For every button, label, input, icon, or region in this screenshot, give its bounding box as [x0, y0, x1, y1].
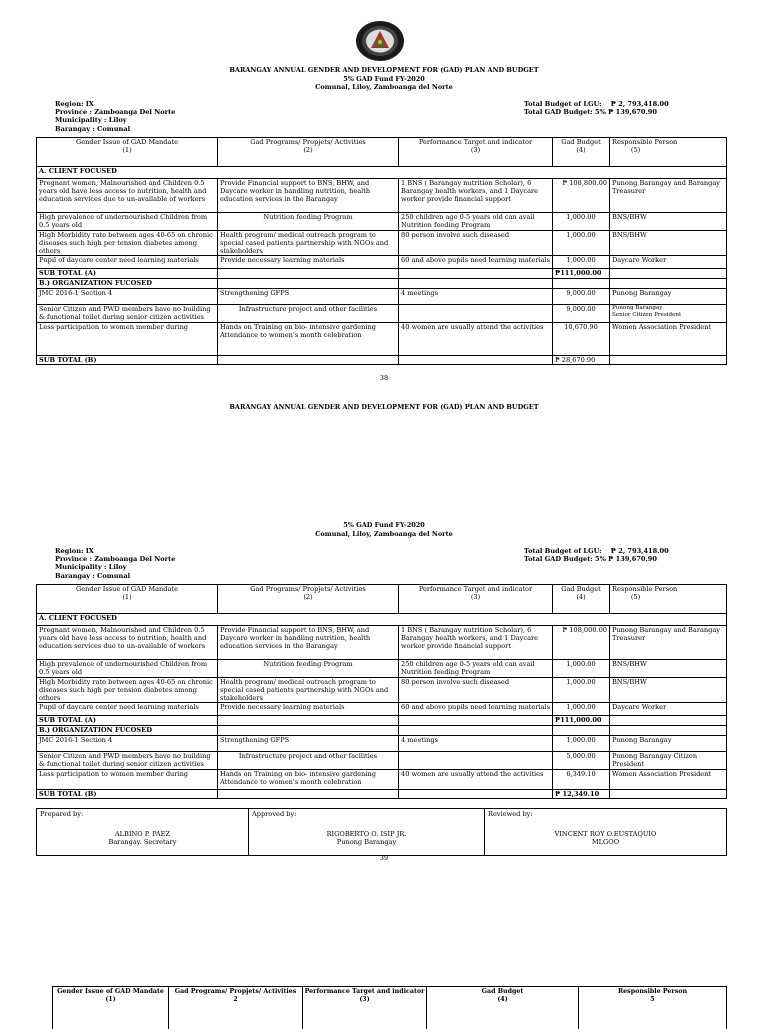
target-cell: 1 BNS ( Barangay nutrition Scholar), 6 Barangay health workers, and 1 Daycare worker provide financial support	[399, 179, 553, 213]
column-header-row	[37, 138, 727, 167]
barangay-seal-logo	[355, 20, 405, 62]
col-header-budget: Gad Budget (4)	[553, 138, 610, 167]
budget-cell: 9,000.00	[553, 305, 610, 323]
budget-cell: 1,000.00	[553, 660, 610, 678]
issue-cell: High prevalence of undernourished Children from 0.5 years old	[37, 213, 218, 231]
col-header-budget: Gad Budget (4)	[553, 585, 610, 614]
col-header-programs: Gad Programs/ Propjets/ Activities (2)	[218, 138, 399, 167]
table-row	[37, 626, 727, 660]
fund-title-2: 5% GAD Fund FY-2020	[0, 521, 768, 530]
col-header-budget: Gad Budget (4)	[427, 987, 579, 1029]
target-cell: 60 and above pupils need learning materials	[399, 703, 553, 716]
col-header-programs: Gad Programs/ Propjets/ Activities (2)	[218, 585, 399, 614]
document-title: BARANGAY ANNUAL GENDER AND DEVELOPMENT FOR (GAD) PLAN AND BUDGET	[0, 66, 768, 75]
budget-cell: 1,000.00	[553, 703, 610, 716]
municipality: Municipality : Liloy	[55, 116, 175, 124]
table-row	[37, 256, 727, 269]
reviewed-title: MLGOO	[488, 838, 723, 846]
table-row	[37, 736, 727, 752]
subtotal-b-value: ₱ 12,349.10	[553, 790, 610, 799]
budget-cell: 1,000.00	[553, 256, 610, 269]
approved-by-cell	[249, 809, 485, 856]
section-organization-focused: B.) ORGANIZATION FUCOSED	[37, 726, 218, 736]
subtotal-a-value: ₱111,000.00	[553, 716, 610, 726]
reviewed-label: Reviewed by:	[488, 810, 723, 818]
document-title-2: BARANGAY ANNUAL GENDER AND DEVELOPMENT FOR (GAD) PLAN AND BUDGET	[0, 403, 768, 412]
issue-cell: Pupil of daycare center need learning materials	[37, 256, 218, 269]
table-row	[37, 213, 727, 231]
location-title: Comunal, Liloy, Zamboanga del Norte	[0, 83, 768, 92]
location-title-2: Comunal, Liloy, Zamboanga del Norte	[0, 530, 768, 539]
issue-cell: Less participation to women member during	[37, 770, 218, 790]
person-cell: BNS/BHW	[610, 678, 727, 703]
program-cell: Provide Financial support to BNS, BHW, and Daycare worker in handling nutrition, health education services in the Barangay	[218, 626, 399, 660]
column-header-row	[37, 585, 727, 614]
program-cell: Provide necessary learning materials	[218, 703, 399, 716]
meta-right	[524, 100, 669, 116]
program-cell: Infrastructure project and other facilities	[218, 305, 399, 323]
subtotal-row	[37, 356, 727, 365]
budget-cell: 1,000.00	[553, 231, 610, 256]
issue-cell: JMC 2016-1 Section 4	[37, 289, 218, 305]
section-organization-focused: B.) ORGANIZATION FUCOSED	[37, 279, 218, 289]
table-row	[37, 305, 727, 323]
table-row	[37, 703, 727, 716]
approved-name: RIGOBERTO O. ISIP JR.	[252, 830, 481, 838]
region: Region: IX	[55, 100, 175, 108]
issue-cell: JMC 2016-1 Section 4	[37, 736, 218, 752]
program-cell: Nutrition feeding Program	[218, 660, 399, 678]
gad-budget-label: Total GAD Budget: 5%	[524, 108, 606, 116]
total-budget-label: Total Budget of LGU:	[524, 547, 602, 555]
issue-cell: High Morbidity rate between ages 40-65 on chronic diseases such high per tension diabetes among others	[37, 231, 218, 256]
table-row	[37, 231, 727, 256]
signature-block	[36, 808, 727, 856]
total-budget-label: Total Budget of LGU:	[524, 100, 602, 108]
budget-cell: 1,000.00	[553, 678, 610, 703]
person-cell: Punong Barangay and Barangay Treasurer	[610, 179, 727, 213]
approved-title: Punong Barangay	[252, 838, 481, 846]
person-cell: Women Association President	[610, 770, 727, 790]
page-number: 38	[0, 375, 768, 383]
fund-title: 5% GAD Fund FY-2020	[0, 75, 768, 84]
target-cell: 250 children age 0-5 years old can avail Nutrition feeding Program	[399, 660, 553, 678]
col-header-issue: Gender Issue of GAD Mandate (1)	[37, 585, 218, 614]
approved-label: Approved by:	[252, 810, 481, 818]
budget-cell: 5,000.00	[553, 752, 610, 770]
section-row	[37, 726, 727, 736]
person-cell: Women Association President	[610, 323, 727, 356]
issue-cell: Less participation to women member during	[37, 323, 218, 356]
gad-plan-table-page-39	[36, 584, 727, 799]
subtotal-b-label: SUB TOTAL (B)	[37, 790, 218, 799]
issue-cell: High prevalence of undernourished Children from 0.5 years old	[37, 660, 218, 678]
person-cell: BNS/BHW	[610, 660, 727, 678]
person-cell: Punong Barangay Senior Citizen President	[610, 305, 727, 323]
budget-cell: 10,670.90	[553, 323, 610, 356]
barangay: Barangay : Comunal	[55, 125, 175, 133]
section-client-focused: A. CLIENT FOCUSED	[37, 614, 727, 626]
budget-cell: 6,349.10	[553, 770, 610, 790]
region: Region: IX	[55, 547, 175, 555]
prepared-label: Prepared by:	[40, 810, 245, 818]
table-row	[37, 660, 727, 678]
target-cell	[399, 305, 553, 323]
target-cell: 80 person involve such diseased	[399, 231, 553, 256]
prepared-name: ALBINO P. PAEZ	[40, 830, 245, 838]
person-cell: Daycare Worker	[610, 703, 727, 716]
subtotal-b-value: ₱ 28,670.90	[553, 356, 610, 365]
target-cell: 60 and above pupils need learning materials	[399, 256, 553, 269]
subtotal-row	[37, 790, 727, 799]
col-header-target: Performance Target and indicator (3)	[303, 987, 427, 1029]
person-cell: Punong Barangay	[610, 736, 727, 752]
program-cell: Strengthening GFPS	[218, 289, 399, 305]
target-cell: 80 person involve such diseased	[399, 678, 553, 703]
subtotal-a-label: SUB TOTAL (A)	[37, 716, 218, 726]
next-page-header-table	[52, 986, 727, 1029]
prepared-by-cell	[37, 809, 249, 856]
municipality: Municipality : Liloy	[55, 563, 175, 571]
col-header-person: Responsible Person (5)	[610, 138, 727, 167]
budget-cell: 1,000.00	[553, 736, 610, 752]
subtotal-b-label: SUB TOTAL (B)	[37, 356, 218, 365]
col-header-person: Responsible Person 5	[579, 987, 727, 1029]
person-cell: Punong Barangay Citizen President	[610, 752, 727, 770]
col-header-target: Performance Target and indicator (3)	[399, 138, 553, 167]
person-cell: BNS/BHW	[610, 231, 727, 256]
target-cell: 4 meetings	[399, 736, 553, 752]
table-row	[37, 179, 727, 213]
program-cell: Nutrition feeding Program	[218, 213, 399, 231]
budget-cell: 9,000.00	[553, 289, 610, 305]
target-cell: 4 meetings	[399, 289, 553, 305]
program-cell: Health program/ medical outreach program to special cased patients partnership with NGOs and stakeholders	[218, 231, 399, 256]
table-row	[37, 678, 727, 703]
issue-cell: Pupil of daycare center need learning materials	[37, 703, 218, 716]
program-cell: Hands on Training on bio- intensive gardening Attendance to women's month celebration	[218, 323, 399, 356]
total-budget-value: ₱ 2, 793,418.00	[611, 547, 669, 555]
meta-left	[55, 100, 175, 133]
section-row	[37, 614, 727, 626]
subtotal-row	[37, 269, 727, 279]
person-cell: BNS/BHW	[610, 213, 727, 231]
program-cell: Provide Financial support to BNS, BHW, and Daycare worker in handling nutrition, health education services in the Barangay	[218, 179, 399, 213]
program-cell: Strengthening GFPS	[218, 736, 399, 752]
target-cell: 1 BNS ( Barangay nutrition Scholar), 6 Barangay health workers, and 1 Daycare worker provide financial support	[399, 626, 553, 660]
person-cell: Punong Barangay and Barangay Treasurer	[610, 626, 727, 660]
subtotal-a-label: SUB TOTAL (A)	[37, 269, 218, 279]
target-cell: 40 women are usually attend the activities	[399, 770, 553, 790]
person-cell: Punong Barangay	[610, 289, 727, 305]
prepared-title: Barangay. Secretary	[40, 838, 245, 846]
section-client-focused: A. CLIENT FOCUSED	[37, 167, 727, 179]
issue-cell: Senior Citizen and PWD members have no building & functional toilet during senior citizen activities	[37, 752, 218, 770]
target-cell	[399, 752, 553, 770]
subtotal-row	[37, 716, 727, 726]
col-header-person: Responsible Person (5)	[610, 585, 727, 614]
subtotal-a-value: ₱111,000.00	[553, 269, 610, 279]
person-cell: Daycare Worker	[610, 256, 727, 269]
budget-cell: ₱ 108,000.00	[553, 626, 610, 660]
issue-cell: Senior Citizen and PWD members have no building & functional toilet during senior citizen activities	[37, 305, 218, 323]
issue-cell: Pregnant women, Malnourished and Children 0.5 years old have less access to nutrition, health and education services due to un-available of workers	[37, 626, 218, 660]
reviewed-name: VINCENT ROY O.EUSTAQUIO	[488, 830, 723, 838]
program-cell: Infrastructure project and other facilities	[218, 752, 399, 770]
col-header-programs: Gad Programs/ Propjets/ Activities 2	[169, 987, 303, 1029]
gad-budget-value: ₱ 139,670.90	[608, 555, 657, 563]
meta-left-2	[55, 547, 175, 580]
page-number-2: 39	[0, 855, 768, 863]
province: Province : Zamboanga Del Norte	[55, 555, 175, 563]
issue-cell: High Morbidity rate between ages 40-65 on chronic diseases such high per tension diabetes among others	[37, 678, 218, 703]
col-header-issue: Gender Issue of GAD Mandate (1)	[37, 138, 218, 167]
gad-plan-table-page-38	[36, 137, 727, 365]
table-row	[37, 752, 727, 770]
province: Province : Zamboanga Del Norte	[55, 108, 175, 116]
program-cell: Provide necessary learning materials	[218, 256, 399, 269]
section-row	[37, 279, 727, 289]
issue-cell: Pregnant women, Malnourished and Children 0.5 years old have less access to nutrition, health and education services due to un-available of workers	[37, 179, 218, 213]
program-cell: Hands on Training on bio- intensive gardening Attendance to women's month celebration	[218, 770, 399, 790]
total-budget-value: ₱ 2, 793,418.00	[611, 100, 669, 108]
table-row	[37, 289, 727, 305]
target-cell: 250 children age 0-5 years old can avail Nutrition feeding Program	[399, 213, 553, 231]
gad-budget-label: Total GAD Budget: 5%	[524, 555, 606, 563]
table-row	[37, 323, 727, 356]
reviewed-by-cell	[485, 809, 727, 856]
target-cell: 40 women are usually attend the activities	[399, 323, 553, 356]
meta-right-2	[524, 547, 669, 563]
barangay: Barangay : Comunal	[55, 572, 175, 580]
gad-budget-value: ₱ 139,670.90	[608, 108, 657, 116]
program-cell: Health program/ medical outreach program to special cased patients partnership with NGOs and stakeholders	[218, 678, 399, 703]
col-header-target: Performance Target and indicator (3)	[399, 585, 553, 614]
budget-cell: 1,000.00	[553, 213, 610, 231]
budget-cell: ₱ 108,800.00	[553, 179, 610, 213]
col-header-issue: Gender Issue of GAD Mandate (1)	[53, 987, 169, 1029]
table-row	[37, 770, 727, 790]
section-row	[37, 167, 727, 179]
